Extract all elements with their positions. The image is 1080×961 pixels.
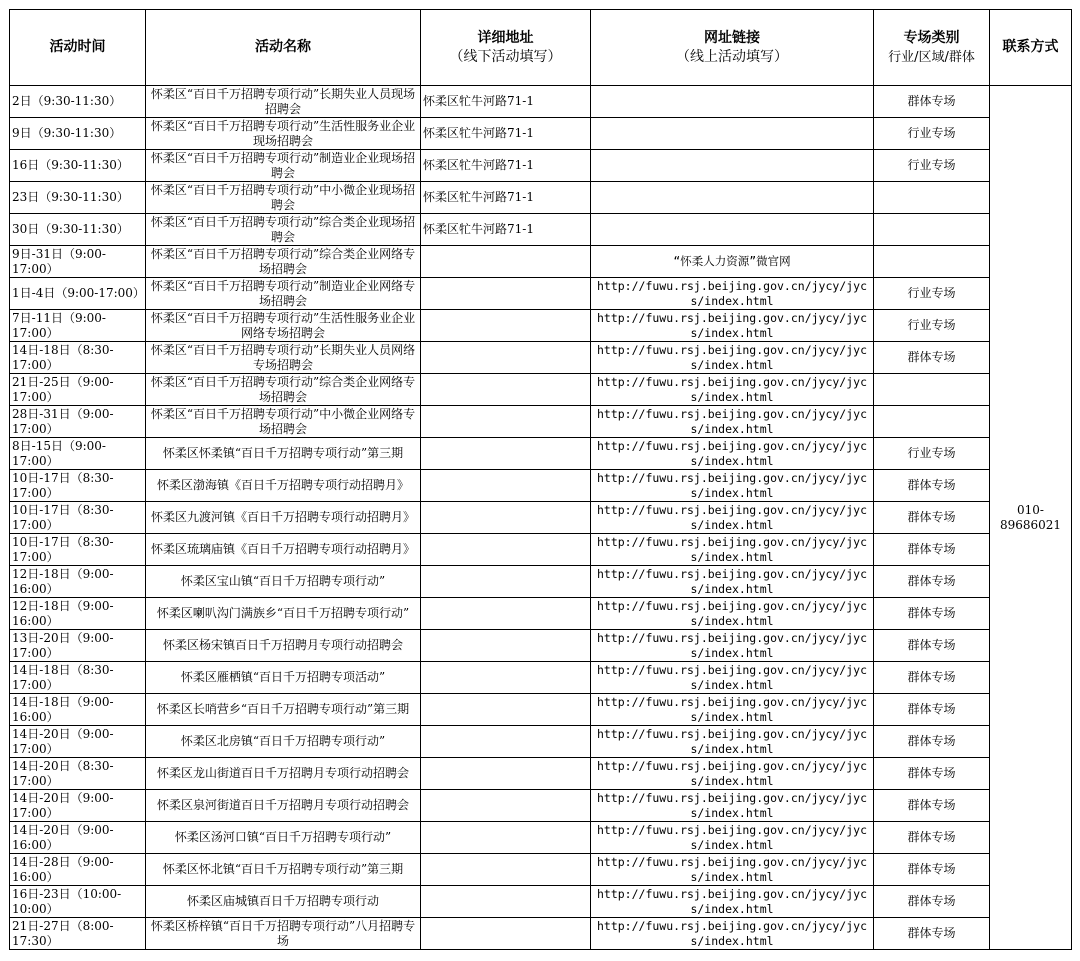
cell-address: 怀柔区牤牛河路71-1 [421,214,591,246]
cell-address [421,246,591,278]
cell-time: 14日-20日（8:30-17:00） [10,758,146,790]
cell-name: 怀柔区“百日千万招聘专项行动”中小微企业现场招聘会 [146,182,421,214]
cell-time: 12日-18日（9:00-16:00） [10,566,146,598]
cell-address: 怀柔区牤牛河路71-1 [421,182,591,214]
cell-url: http://fuwu.rsj.beijing.gov.cn/jycy/jycs/index.html [591,694,874,726]
cell-address [421,310,591,342]
header-address-title: 详细地址 [477,29,534,46]
cell-url: http://fuwu.rsj.beijing.gov.cn/jycy/jycs/index.html [591,278,874,310]
table-row [10,246,1072,278]
cell-type: 群体专场 [874,918,990,950]
cell-name: 怀柔区九渡河镇《百日千万招聘专项行动招聘月》 [146,502,421,534]
cell-time: 12日-18日（9:00-16:00） [10,598,146,630]
table-row [10,662,1072,694]
cell-name: 怀柔区喇叭沟门满族乡“百日千万招聘专项行动” [146,598,421,630]
header-type-note: 行业/区域/群体 [888,49,975,65]
cell-type: 行业专场 [874,278,990,310]
cell-name: 怀柔区“百日千万招聘专项行动”综合类企业现场招聘会 [146,214,421,246]
cell-name: 怀柔区琉璃庙镇《百日千万招聘专项行动招聘月》 [146,534,421,566]
table-row [10,534,1072,566]
cell-address [421,598,591,630]
cell-address: 怀柔区牤牛河路71-1 [421,150,591,182]
cell-type [874,406,990,438]
cell-url: “怀柔人力资源”微官网 [591,246,874,278]
table-row [10,438,1072,470]
table-row [10,150,1072,182]
cell-address [421,758,591,790]
cell-name: 怀柔区“百日千万招聘专项行动”制造业企业现场招聘会 [146,150,421,182]
cell-address: 怀柔区牤牛河路71-1 [421,86,591,118]
cell-time: 10日-17日（8:30-17:00） [10,470,146,502]
cell-type: 行业专场 [874,118,990,150]
cell-type: 群体专场 [874,86,990,118]
cell-time: 14日-18日（9:00-16:00） [10,694,146,726]
cell-url: http://fuwu.rsj.beijing.gov.cn/jycy/jycs/index.html [591,758,874,790]
cell-url [591,118,874,150]
cell-url: http://fuwu.rsj.beijing.gov.cn/jycy/jycs/index.html [591,310,874,342]
header-time: 活动时间 [10,10,146,86]
cell-url: http://fuwu.rsj.beijing.gov.cn/jycy/jycs/index.html [591,854,874,886]
cell-time: 9日（9:30-11:30） [10,118,146,150]
cell-url: http://fuwu.rsj.beijing.gov.cn/jycy/jycs/index.html [591,886,874,918]
table-row [10,86,1072,118]
cell-name: 怀柔区宝山镇“百日千万招聘专项行动” [146,566,421,598]
cell-time: 14日-20日（9:00-16:00） [10,822,146,854]
cell-url [591,182,874,214]
table-row [10,790,1072,822]
cell-url [591,214,874,246]
cell-name: 怀柔区怀柔镇“百日千万招聘专项行动”第三期 [146,438,421,470]
table-row [10,566,1072,598]
cell-url: http://fuwu.rsj.beijing.gov.cn/jycy/jycs/index.html [591,534,874,566]
table-row [10,726,1072,758]
cell-type: 群体专场 [874,662,990,694]
header-address-note: （线下活动填写） [449,48,562,65]
cell-address [421,566,591,598]
header-type-title: 专场类别 [903,29,960,46]
cell-type: 群体专场 [874,726,990,758]
cell-type: 群体专场 [874,502,990,534]
cell-name: 怀柔区桥梓镇“百日千万招聘专项行动”八月招聘专场 [146,918,421,950]
cell-name: 怀柔区汤河口镇“百日千万招聘专项行动” [146,822,421,854]
cell-name: 怀柔区泉河街道百日千万招聘月专项行动招聘会 [146,790,421,822]
cell-address [421,694,591,726]
cell-type [874,182,990,214]
cell-time: 16日-23日（10:00-10:00） [10,886,146,918]
table-row [10,918,1072,950]
cell-type: 行业专场 [874,310,990,342]
table-row [10,854,1072,886]
cell-time: 21日-25日（9:00-17:00） [10,374,146,406]
cell-name: 怀柔区雁栖镇“百日千万招聘专项活动” [146,662,421,694]
cell-url [591,150,874,182]
cell-time: 14日-20日（9:00-17:00） [10,726,146,758]
cell-name: 怀柔区“百日千万招聘专项行动”制造业企业网络专场招聘会 [146,278,421,310]
cell-type: 群体专场 [874,470,990,502]
cell-type: 群体专场 [874,566,990,598]
cell-url: http://fuwu.rsj.beijing.gov.cn/jycy/jycs/index.html [591,342,874,374]
cell-type: 群体专场 [874,630,990,662]
cell-type: 群体专场 [874,886,990,918]
cell-time: 14日-18日（8:30-17:00） [10,342,146,374]
cell-name: 怀柔区龙山街道百日千万招聘月专项行动招聘会 [146,758,421,790]
cell-url: http://fuwu.rsj.beijing.gov.cn/jycy/jycs/index.html [591,566,874,598]
table-row [10,342,1072,374]
cell-name: 怀柔区“百日千万招聘专项行动”综合类企业网络专场招聘会 [146,246,421,278]
cell-name: 怀柔区北房镇“百日千万招聘专项行动” [146,726,421,758]
cell-url: http://fuwu.rsj.beijing.gov.cn/jycy/jycs/index.html [591,502,874,534]
cell-address [421,662,591,694]
table-row [10,470,1072,502]
cell-time: 8日-15日（9:00-17:00） [10,438,146,470]
cell-url: http://fuwu.rsj.beijing.gov.cn/jycy/jycs/index.html [591,726,874,758]
cell-name: 怀柔区庙城镇百日千万招聘专项行动 [146,886,421,918]
cell-url: http://fuwu.rsj.beijing.gov.cn/jycy/jycs/index.html [591,822,874,854]
cell-type: 群体专场 [874,534,990,566]
cell-time: 30日（9:30-11:30） [10,214,146,246]
cell-name: 怀柔区“百日千万招聘专项行动”中小微企业网络专场招聘会 [146,406,421,438]
header-type [874,10,990,86]
table-row [10,278,1072,310]
table-header-row [10,10,1072,86]
cell-address [421,534,591,566]
cell-type: 群体专场 [874,854,990,886]
cell-address [421,502,591,534]
cell-name: 怀柔区渤海镇《百日千万招聘专项行动招聘月》 [146,470,421,502]
cell-type: 群体专场 [874,758,990,790]
cell-url: http://fuwu.rsj.beijing.gov.cn/jycy/jycs/index.html [591,662,874,694]
header-url-note: （线上活动填写） [676,48,788,65]
table-row [10,502,1072,534]
table-row [10,406,1072,438]
header-contact: 联系方式 [990,10,1072,86]
cell-type: 行业专场 [874,438,990,470]
cell-time: 2日（9:30-11:30） [10,86,146,118]
cell-time: 10日-17日（8:30-17:00） [10,534,146,566]
table-row [10,694,1072,726]
cell-address: 怀柔区牤牛河路71-1 [421,118,591,150]
cell-url: http://fuwu.rsj.beijing.gov.cn/jycy/jycs/index.html [591,598,874,630]
cell-time: 28日-31日（9:00-17:00） [10,406,146,438]
cell-url: http://fuwu.rsj.beijing.gov.cn/jycy/jycs/index.html [591,918,874,950]
event-table [9,9,1072,950]
cell-url: http://fuwu.rsj.beijing.gov.cn/jycy/jycs/index.html [591,374,874,406]
table-row [10,630,1072,662]
table-row [10,758,1072,790]
cell-address [421,918,591,950]
cell-type [874,374,990,406]
cell-type [874,246,990,278]
cell-type: 群体专场 [874,694,990,726]
cell-address [421,342,591,374]
cell-address [421,278,591,310]
header-name: 活动名称 [146,10,421,86]
cell-time: 23日（9:30-11:30） [10,182,146,214]
cell-address [421,374,591,406]
cell-time: 9日-31日（9:00-17:00） [10,246,146,278]
cell-address [421,630,591,662]
cell-address [421,726,591,758]
cell-time: 14日-28日（9:00-16:00） [10,854,146,886]
cell-name: 怀柔区“百日千万招聘专项行动”生活性服务业企业现场招聘会 [146,118,421,150]
table-row [10,374,1072,406]
header-url-title: 网址链接 [704,29,760,46]
cell-name: 怀柔区“百日千万招聘专项行动”长期失业人员网络专场招聘会 [146,342,421,374]
cell-type: 群体专场 [874,822,990,854]
cell-address [421,470,591,502]
cell-time: 1日-4日（9:00-17:00） [10,278,146,310]
cell-name: 怀柔区“百日千万招聘专项行动”长期失业人员现场招聘会 [146,86,421,118]
table-row [10,118,1072,150]
cell-time: 16日（9:30-11:30） [10,150,146,182]
table-row [10,182,1072,214]
cell-type: 群体专场 [874,598,990,630]
cell-time: 7日-11日（9:00-17:00） [10,310,146,342]
cell-url: http://fuwu.rsj.beijing.gov.cn/jycy/jycs/index.html [591,406,874,438]
cell-url [591,86,874,118]
cell-url: http://fuwu.rsj.beijing.gov.cn/jycy/jycs/index.html [591,630,874,662]
cell-name: 怀柔区长哨营乡“百日千万招聘专项行动”第三期 [146,694,421,726]
cell-address [421,790,591,822]
cell-time: 13日-20日（9:00-17:00） [10,630,146,662]
cell-name: 怀柔区“百日千万招聘专项行动”生活性服务业企业网络专场招聘会 [146,310,421,342]
cell-time: 14日-20日（9:00-17:00） [10,790,146,822]
table-row [10,310,1072,342]
cell-address [421,438,591,470]
cell-type: 行业专场 [874,150,990,182]
cell-type: 群体专场 [874,342,990,374]
table-row [10,598,1072,630]
cell-name: 怀柔区怀北镇“百日千万招聘专项行动”第三期 [146,854,421,886]
cell-time: 14日-18日（8:30-17:00） [10,662,146,694]
cell-address [421,406,591,438]
table-body [10,86,1072,950]
cell-name: 怀柔区“百日千万招聘专项行动”综合类企业网络专场招聘会 [146,374,421,406]
table-row [10,886,1072,918]
cell-type [874,214,990,246]
header-address [421,10,591,86]
cell-url: http://fuwu.rsj.beijing.gov.cn/jycy/jycs/index.html [591,438,874,470]
cell-contact: 010-89686021 [990,86,1072,950]
cell-url: http://fuwu.rsj.beijing.gov.cn/jycy/jycs/index.html [591,470,874,502]
cell-name: 怀柔区杨宋镇百日千万招聘月专项行动招聘会 [146,630,421,662]
cell-time: 10日-17日（8:30-17:00） [10,502,146,534]
cell-address [421,822,591,854]
cell-type: 群体专场 [874,790,990,822]
cell-address [421,854,591,886]
table-row [10,214,1072,246]
cell-url: http://fuwu.rsj.beijing.gov.cn/jycy/jycs/index.html [591,790,874,822]
table-row [10,822,1072,854]
event-table-container [9,9,1072,950]
cell-time: 21日-27日（8:00-17:30） [10,918,146,950]
header-url [591,10,874,86]
cell-address [421,886,591,918]
